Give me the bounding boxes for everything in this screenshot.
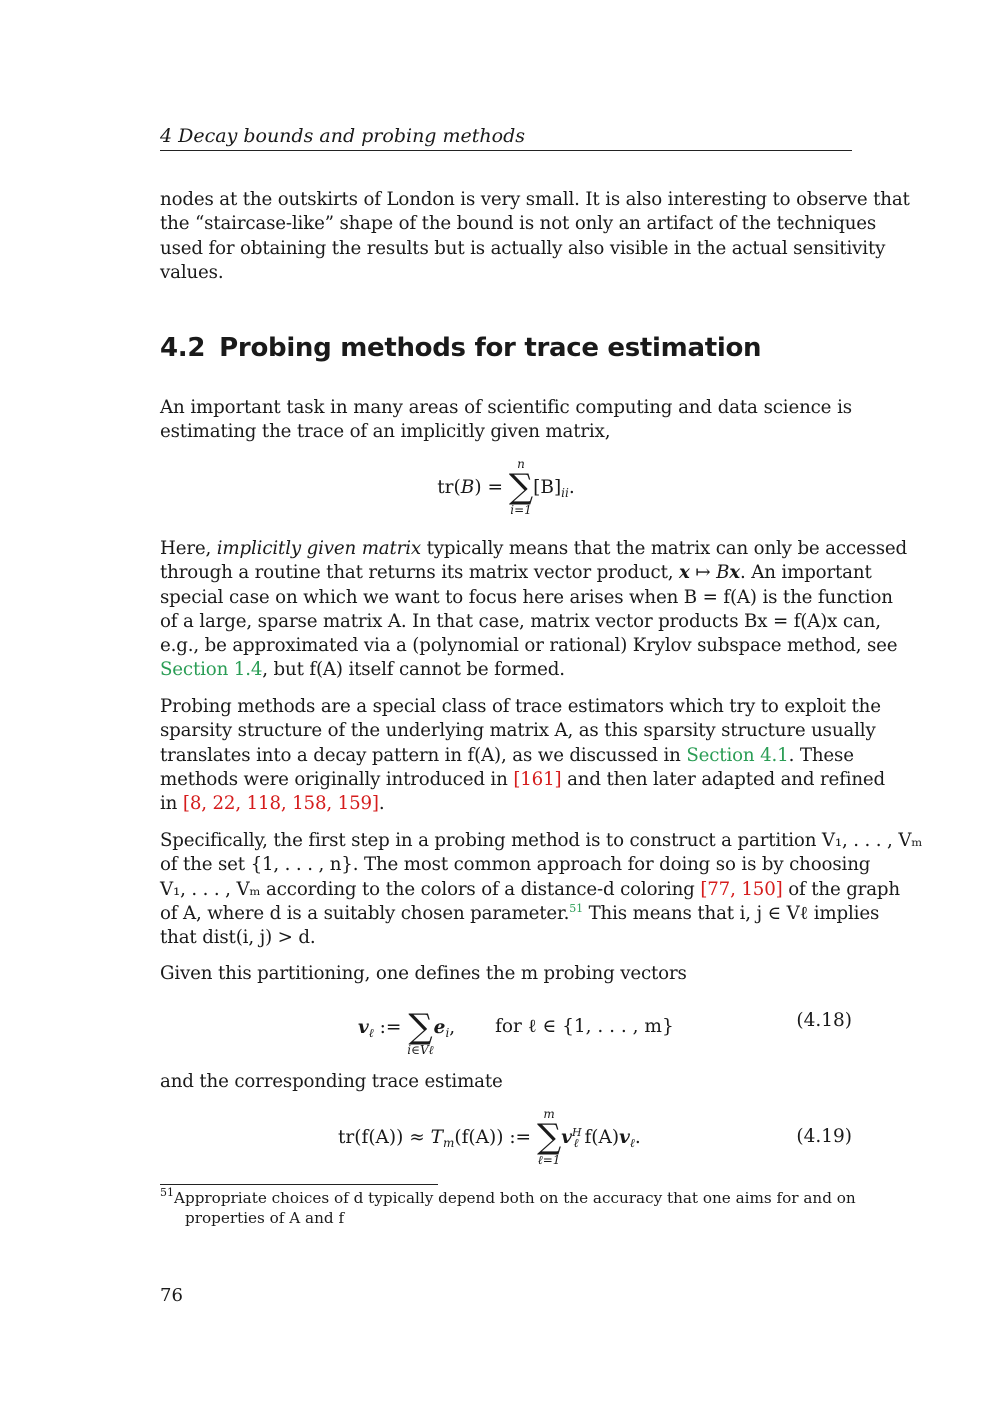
section-number: 4.2 [160, 333, 206, 363]
text-line: special case on which we want to focus here arises when B = f(A) is the function [160, 586, 893, 608]
summation-symbol: ∑ i∈Vℓ [407, 1007, 434, 1057]
paragraph-2 [160, 537, 908, 683]
text-line: used for obtaining the results but is actually also visible in the actual sensitivity [160, 237, 886, 259]
page-number: 76 [160, 1285, 183, 1306]
text-line: Section 1.4, but f(A) itself cannot be formed. [160, 659, 565, 681]
footnote-line: $^{51}$Appropriate choices of d typically depend both on the accuracy that one aims for and on [160, 1186, 856, 1207]
section-heading [160, 330, 761, 366]
footnote-rule [160, 1184, 438, 1185]
text-line: translates into a decay pattern in f(A), as we discussed in Section 4.1. These [160, 744, 854, 766]
equation-4-19: $tr(f(A)) \approx T_m(f(A))$ := m ∑ ℓ=1 $v^H_\ell$ $f(A)v_\ell$. (4.19) [338, 1107, 852, 1167]
paragraph-6 [160, 1070, 852, 1094]
text-line: of A, where d is a suitably chosen parameter.$^{51}$ This means that i, j ∈ Vℓ implies [160, 901, 880, 924]
text-line: of the set {1, . . . , n}. The most common approach for doing so is by choosing [160, 854, 871, 876]
text-line: An important task in many areas of scientific computing and data science is [160, 397, 852, 418]
running-header: 4 Decay bounds and probing methods [160, 124, 852, 151]
text-line: Here, implicitly given matrix typically means that the matrix can only be accessed [160, 538, 908, 559]
footnote-line: properties of A and f [185, 1209, 345, 1227]
text-line: methods were originally introduced in [161] and then later adapted and refined [160, 768, 886, 790]
equation-4-18: $v_\ell$ := ∑ i∈Vℓ $e_i$, for ℓ ∈ {1, . . . , m} (4.18) [160, 998, 852, 1058]
text-line: in [8, 22, 118, 158, 159]. [160, 793, 385, 815]
citation-link[interactable]: [8, 22, 118, 158, 159] [182, 793, 379, 815]
paragraph-4 [160, 829, 923, 950]
summation-symbol: m ∑ ℓ=1 [536, 1107, 562, 1167]
text-line: of a large, sparse matrix A. In that case, matrix vector products Bx = f(A)x can, [160, 610, 881, 632]
text-line: estimating the trace of an implicitly given matrix, [160, 421, 611, 443]
summation-symbol: n ∑ i=1 [508, 457, 534, 517]
text-line: sparsity structure of the underlying matrix A, as this sparsity structure usually [160, 720, 876, 742]
paragraph-1 [160, 396, 852, 445]
equation-number: (4.18) [796, 1010, 852, 1031]
citation-link[interactable]: [77, 150] [700, 878, 783, 900]
text-line: the “staircase-like” shape of the bound is not only an artifact of the techniques [160, 213, 877, 235]
paragraph-3 [160, 695, 886, 816]
equation-number: (4.19) [796, 1126, 852, 1147]
text-line: nodes at the outskirts of London is very small. It is also interesting to observe that [160, 189, 910, 210]
section-link[interactable]: Section 1.4 [160, 659, 263, 681]
paragraph-5 [160, 962, 852, 986]
text-line: Probing methods are a special class of trace estimators which try to exploit the [160, 696, 881, 717]
text-line: V₁, . . . , Vₘ according to the colors of a distance-d coloring [77, 150] of the graph [160, 878, 900, 900]
footnote-marker[interactable]: 51 [569, 901, 583, 915]
footnote [160, 1186, 856, 1228]
text-line: e.g., be approximated via a (polynomial or rational) Krylov subspace method, see [160, 635, 898, 657]
section-link[interactable]: Section 4.1 [686, 744, 789, 766]
text-line: through a routine that returns its matrix vector product, x ↦ Bx. An important [160, 562, 872, 584]
text-line: that dist(i, j) > d. [160, 927, 316, 949]
section-title: Probing methods for trace estimation [219, 333, 762, 363]
text-line: and the corresponding trace estimate [160, 1071, 503, 1092]
intro-paragraph [160, 188, 910, 285]
text-line: values. [160, 261, 224, 283]
citation-link[interactable]: [161] [513, 768, 562, 790]
text-line: Specifically, the first step in a probing method is to construct a partition V₁, . . . , Vₘ [160, 830, 923, 851]
text-line: Given this partitioning, one defines the m probing vectors [160, 963, 687, 984]
equation-trace: tr(B) = n ∑ i=1 $[B]_{ii}$. [437, 457, 575, 517]
